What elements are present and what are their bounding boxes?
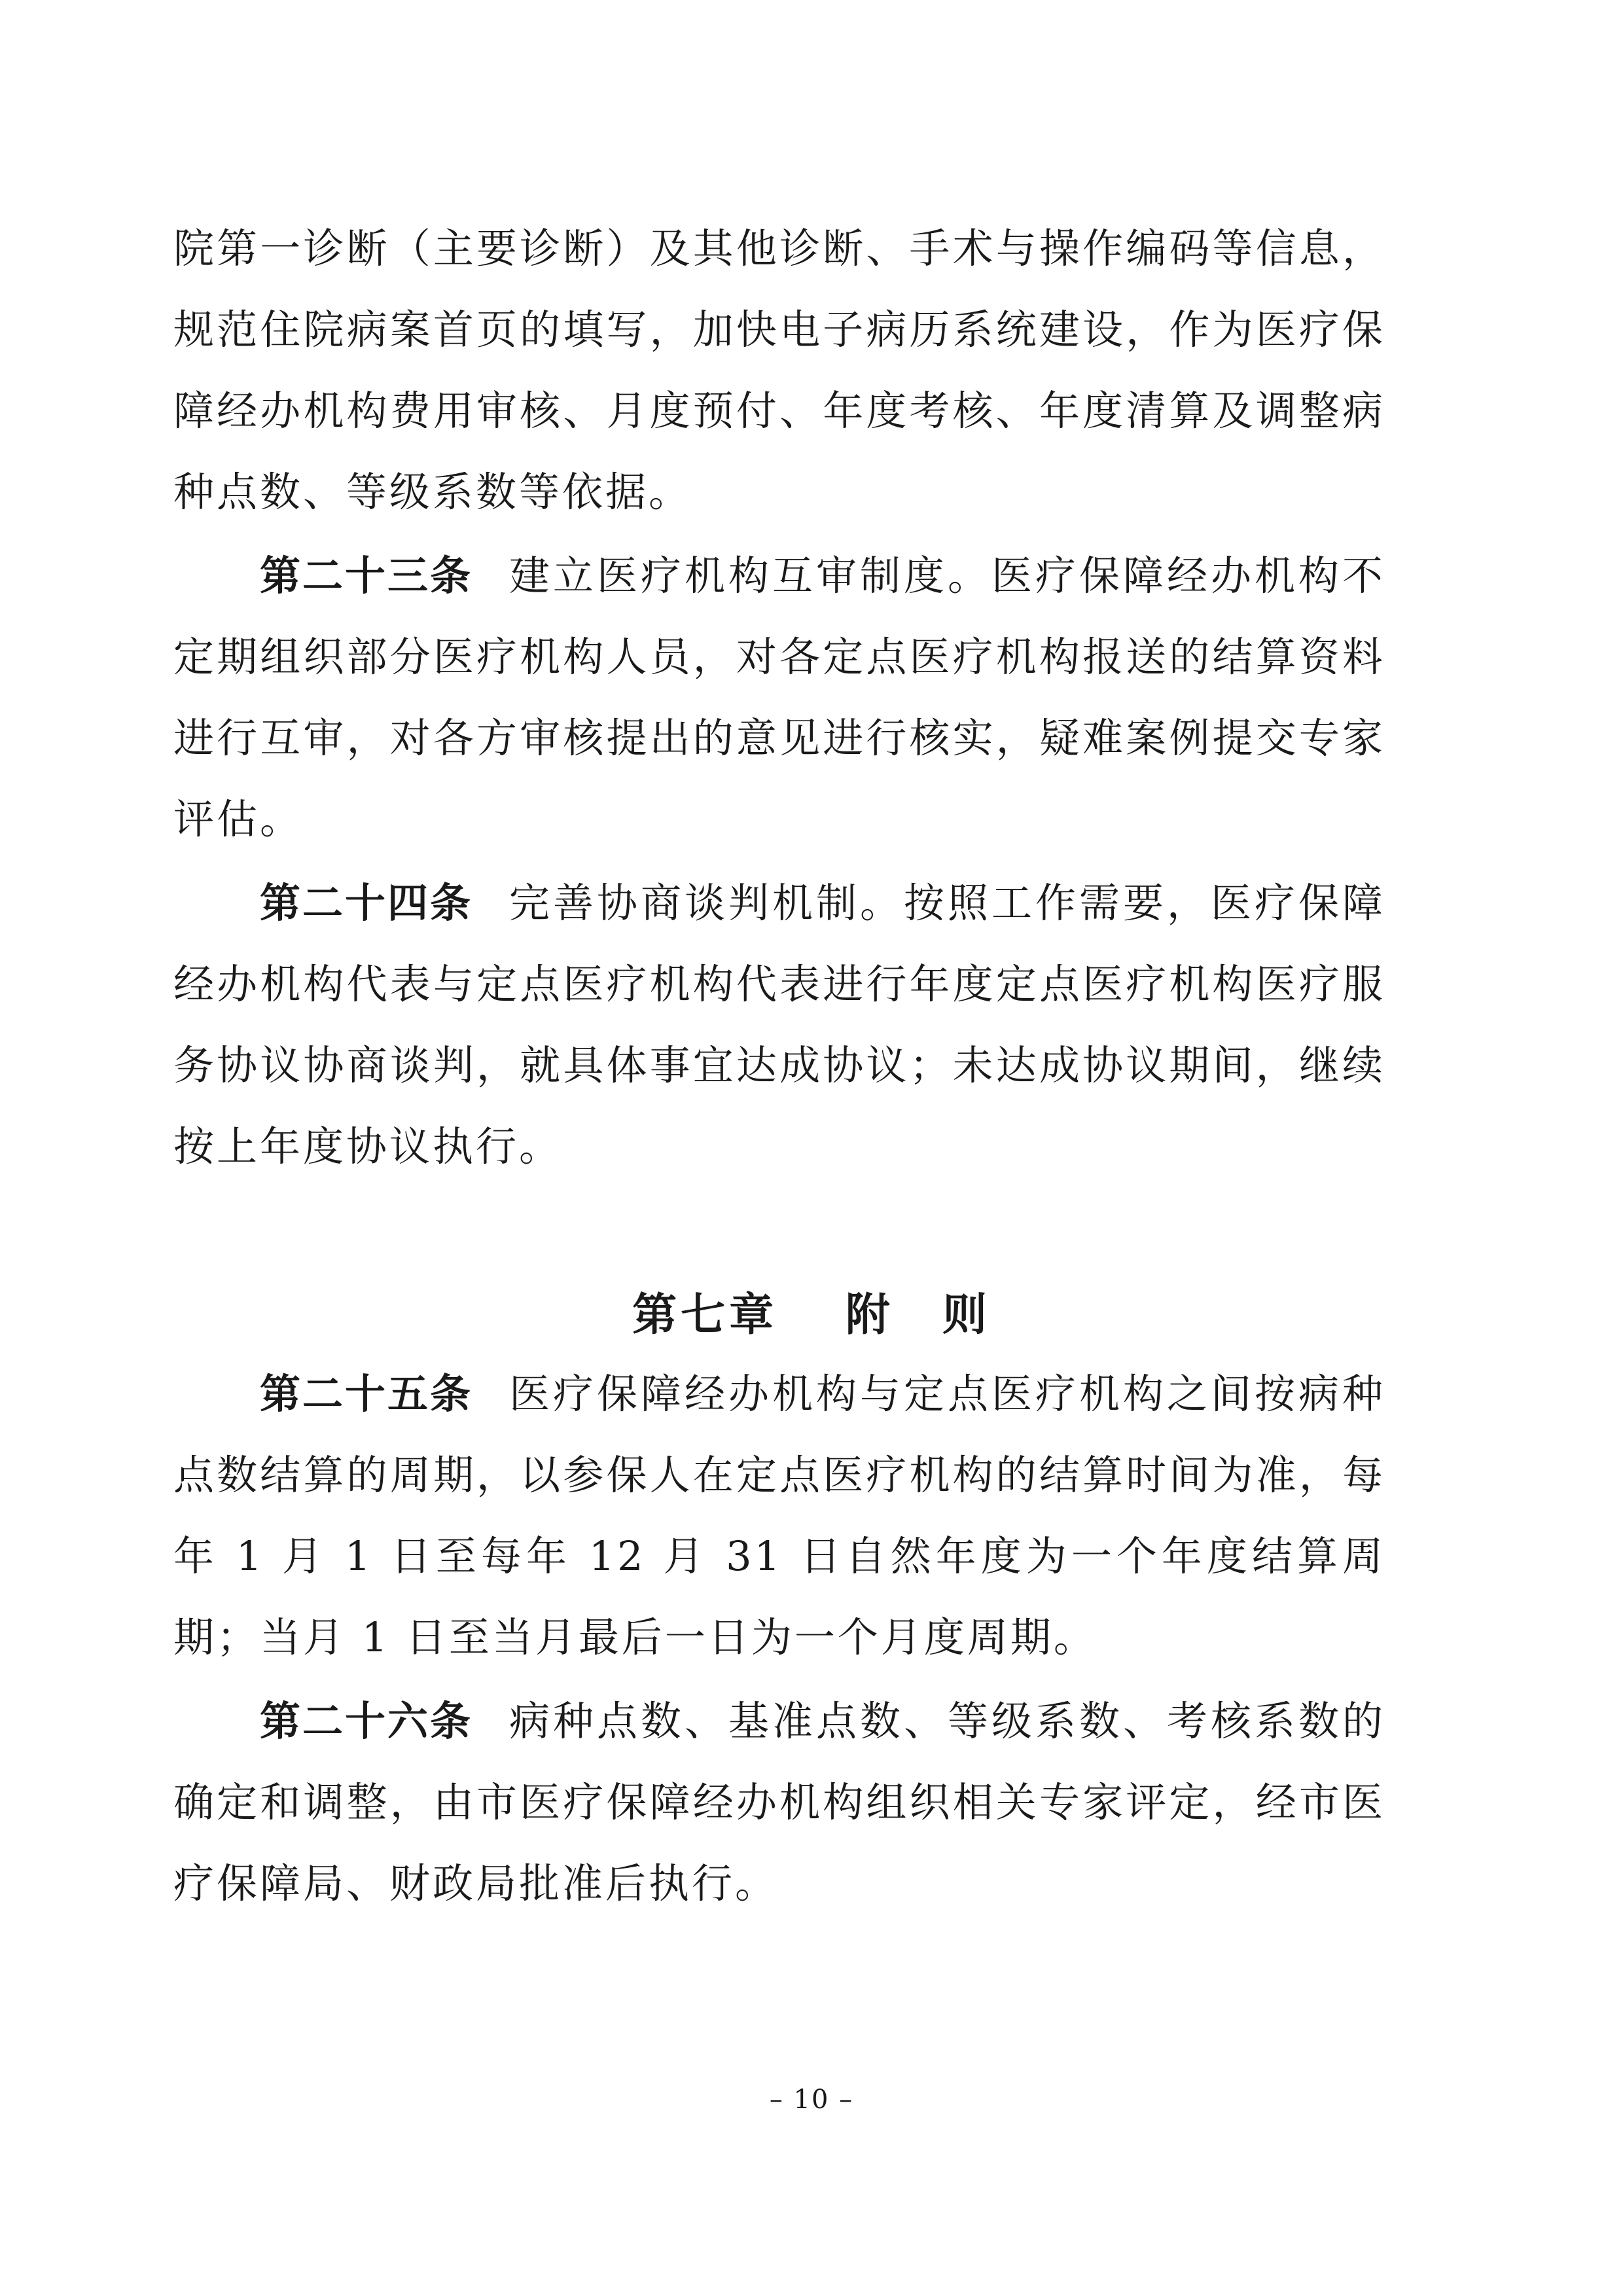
article-24-text: 完善协商谈判机制。按照工作需要，医疗保障经办机构代表与定点医疗机构代表进行年度定点医疗机构医疗服务协议协商谈判，就具体事宜达成协议；未达成协议期间，继续按上年度协议执行。 [173,879,1385,1170]
chapter-title: 第七章 附 则 [632,1289,991,1341]
article-24 [173,863,1385,1187]
article-26 [173,1681,1385,1924]
article-24-label: 第二十四条 [260,879,473,927]
article-25 [173,1354,1385,1678]
article-23 [173,535,1385,860]
article-25-block [173,1354,1385,1678]
continuation-paragraph-block [173,208,1385,533]
article-25-text: 医疗保障经办机构与定点医疗机构之间按病种点数结算的周期，以参保人在定点医疗机构的结算时间为准，每年 1 月 1 日至每年 12 月 31 日自然年度为一个年度结算周期；当月 1 日至当月最后一日为一个月度周期。 [173,1370,1385,1661]
article-23-block [173,535,1385,860]
article-24-block [173,863,1385,1187]
continuation-paragraph: 院第一诊断（主要诊断）及其他诊断、手术与操作编码等信息，规范住院病案首页的填写，加快电子病历系统建设，作为医疗保障经办机构费用审核、月度预付、年度考核、年度清算及调整病种点数、等级系数等依据。 [173,224,1385,516]
article-23-label: 第二十三条 [260,552,473,600]
article-26-text: 病种点数、基准点数、等级系数、考核系数的确定和调整，由市医疗保障经办机构组织相关专家评定，经市医疗保障局、财政局批准后执行。 [173,1697,1385,1907]
article-25-label: 第二十五条 [260,1370,473,1418]
article-26-block [173,1681,1385,1924]
page-number: – 10 – [769,2085,854,2115]
article-23-text: 建立医疗机构互审制度。医疗保障经办机构不定期组织部分医疗机构人员，对各定点医疗机构报送的结算资料进行互审，对各方审核提出的意见进行核实，疑难案例提交专家评估。 [173,552,1385,843]
article-26-label: 第二十六条 [260,1697,473,1745]
